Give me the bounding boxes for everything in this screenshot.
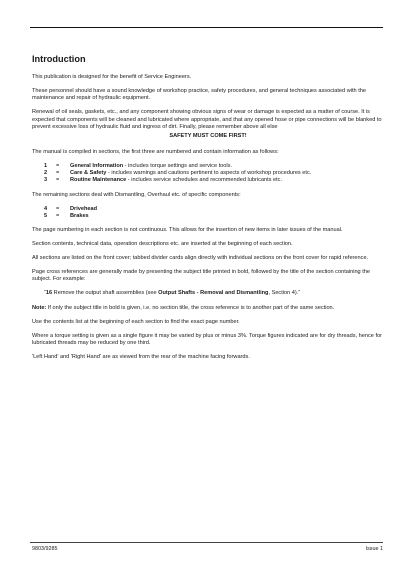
torque-paragraph: Where a torque setting is given as a single figure it may be varied by plus or minus 3%. Torque figures indicated are for dry threads, hence for lubricated threads may be reduced by one third. <box>32 332 382 347</box>
component-sections-list <box>44 206 384 220</box>
section-name: Routine Maintenance <box>70 177 127 184</box>
note-label: Note: <box>32 304 47 311</box>
section-row <box>44 213 384 220</box>
safety-statement: SAFETY MUST COME FIRST! <box>169 132 247 139</box>
top-rule <box>30 27 383 28</box>
note-paragraph <box>32 305 384 312</box>
contents-list-paragraph: Use the contents list at the beginning of each section to find the exact page number. <box>32 318 240 325</box>
section-description: - includes warnings and cautions pertinent to aspects of workshop procedures etc. <box>106 170 312 177</box>
example-step-number: 16 <box>45 290 53 297</box>
left-right-hand-paragraph: 'Left Hand' and 'Right Hand' are as viewed from the rear of the machine facing forwards. <box>32 354 250 361</box>
section-equals: = <box>56 170 60 177</box>
intro-paragraph-3: Renewal of oil seals, gaskets, etc., and any component showing obvious signs of wear or damage is expected as a matter of course. It is expected that components will be cleaned and lubricated where appropriate, and that any opened hose or pipe connections will be blanked to prevent excessive loss of hydraulic fluid and ingress of dirt. Finally, please remember above all else <box>32 109 382 131</box>
intro-paragraph-2: These personnel should have a sound knowledge of workshop practice, safety procedures, and general techniques associated with the maintenance and repair of hydraulic equipment. <box>32 88 366 102</box>
cross-reference-example <box>44 290 384 297</box>
example-text-post: , Section 4).” <box>268 290 301 297</box>
numbered-sections-list <box>44 163 384 185</box>
section-number: 5 <box>44 212 48 219</box>
page-body <box>32 54 384 368</box>
section-number: 3 <box>44 177 48 184</box>
issue-label: Issue 1 <box>365 546 383 552</box>
section-equals: = <box>56 212 60 219</box>
section-equals: = <box>56 163 60 170</box>
front-cover-paragraph: All sections are listed on the front cover; tabbed divider cards align directly with individual sections on the front cover for rapid reference. <box>32 255 369 262</box>
remaining-sections-paragraph: The remaining sections deal with Dismantling, Overhaul etc. of specific components: <box>32 191 241 198</box>
section-contents-paragraph: Section contents, technical data, operation descriptions etc. are inserted at the beginning of each section. <box>32 241 293 248</box>
section-name: Brakes <box>70 212 89 219</box>
page-title: Introduction <box>32 54 86 64</box>
section-equals: = <box>56 177 60 184</box>
section-row <box>44 206 384 213</box>
section-name: Drivehead <box>70 205 98 212</box>
section-number: 2 <box>44 170 48 177</box>
intro-paragraph-1: This publication is designed for the benefit of Service Engineers. <box>32 74 192 80</box>
bottom-rule <box>30 542 383 543</box>
section-equals: = <box>56 205 60 212</box>
example-open-quote: “ <box>44 290 46 297</box>
page-numbering-paragraph: The page numbering in each section is not continuous. This allows for the insertion of new items in later issues of the manual. <box>32 227 343 234</box>
example-text-pre: Remove the output shaft assemblies (see <box>52 290 159 297</box>
cross-reference-paragraph: Page cross references are generally made by presenting the subject title printed in bold, followed by the title of the section containing the subject. For example: <box>32 269 371 283</box>
section-name: General Information <box>70 163 124 170</box>
section-number: 1 <box>44 163 48 170</box>
section-row <box>44 163 384 170</box>
document-number: 9803/9285 <box>32 546 58 552</box>
section-name: Care & Safety <box>70 170 107 177</box>
section-number: 4 <box>44 205 48 212</box>
section-description: - includes torque settings and service tools. <box>123 163 232 170</box>
section-description: - includes service schedules and recommended lubricants etc. <box>126 177 283 184</box>
section-row <box>44 170 384 177</box>
sections-intro-paragraph: The manual is compiled in sections, the first three are numbered and contain information as follows: <box>32 149 279 156</box>
example-bold-title: Output Shafts - Removal and Dismantling <box>158 290 269 297</box>
section-row <box>44 177 384 184</box>
note-text: If only the subject title in bold is given, i.e. no section title, the cross reference is to another part of the same section. <box>46 304 335 311</box>
